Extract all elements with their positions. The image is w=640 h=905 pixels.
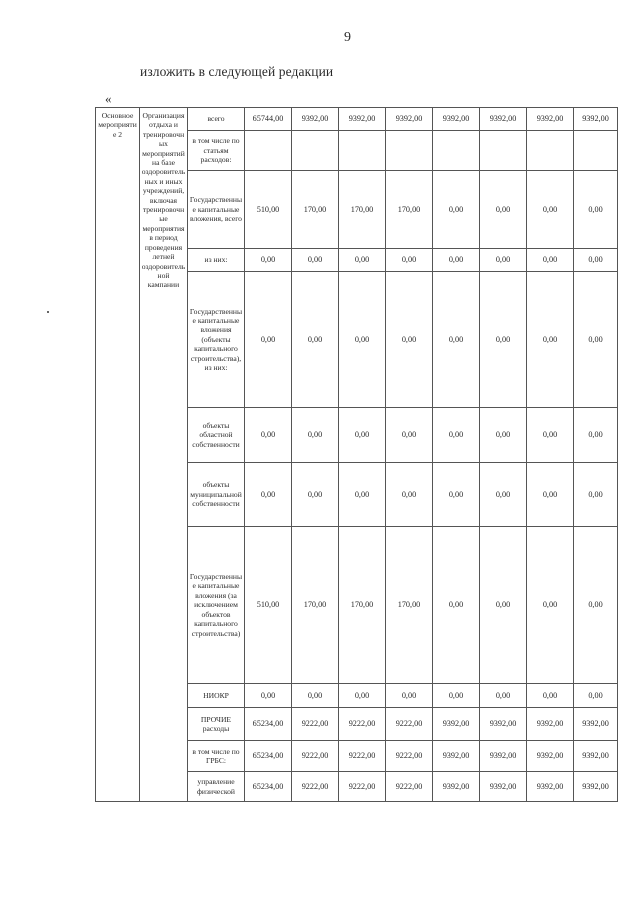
value-cell: 0,00	[339, 408, 386, 463]
value-cell: 0,00	[339, 684, 386, 708]
value-cell: 9392,00	[480, 108, 527, 131]
value-cell: 0,00	[433, 249, 480, 272]
value-cell	[527, 131, 574, 171]
row-label: объекты областной собственности	[188, 408, 245, 463]
value-cell: 0,00	[386, 408, 433, 463]
value-cell: 9392,00	[527, 772, 574, 802]
value-cell: 170,00	[386, 171, 433, 249]
value-cell: 0,00	[433, 272, 480, 408]
value-cell: 0,00	[339, 272, 386, 408]
value-cell: 65234,00	[245, 708, 292, 741]
row-label: НИОКР	[188, 684, 245, 708]
value-cell: 9392,00	[433, 772, 480, 802]
value-cell: 0,00	[339, 249, 386, 272]
value-cell: 170,00	[339, 527, 386, 684]
value-cell	[292, 131, 339, 171]
value-cell: 170,00	[292, 527, 339, 684]
value-cell	[574, 131, 618, 171]
value-cell: 510,00	[245, 171, 292, 249]
value-cell: 0,00	[433, 527, 480, 684]
value-cell: 9392,00	[480, 772, 527, 802]
row-label: объекты муниципальной собственности	[188, 463, 245, 527]
value-cell: 0,00	[574, 272, 618, 408]
value-cell: 65234,00	[245, 772, 292, 802]
value-cell: 0,00	[433, 463, 480, 527]
table-row	[96, 108, 618, 131]
value-cell: 0,00	[339, 463, 386, 527]
value-cell: 9392,00	[480, 708, 527, 741]
value-cell: 0,00	[245, 249, 292, 272]
value-cell: 0,00	[386, 463, 433, 527]
value-cell: 0,00	[386, 249, 433, 272]
value-cell: 0,00	[574, 249, 618, 272]
value-cell: 9392,00	[574, 741, 618, 772]
value-cell: 0,00	[527, 463, 574, 527]
value-cell: 9392,00	[527, 741, 574, 772]
value-cell: 0,00	[245, 684, 292, 708]
value-cell: 9222,00	[339, 741, 386, 772]
value-cell	[433, 131, 480, 171]
value-cell: 9392,00	[433, 108, 480, 131]
value-cell: 0,00	[292, 249, 339, 272]
value-cell: 9392,00	[386, 108, 433, 131]
value-cell: 0,00	[292, 408, 339, 463]
value-cell: 0,00	[527, 171, 574, 249]
value-cell: 9392,00	[292, 108, 339, 131]
value-cell: 0,00	[433, 171, 480, 249]
value-cell: 0,00	[480, 249, 527, 272]
row-label: Государственные капитальные вложения (за исключением объектов капитального строительства)	[188, 527, 245, 684]
row-label: Государственные капитальные вложения (объекты капитального строительства), из них:	[188, 272, 245, 408]
value-cell: 0,00	[245, 272, 292, 408]
value-cell: 9392,00	[339, 108, 386, 131]
value-cell: 9392,00	[433, 741, 480, 772]
value-cell: 0,00	[386, 684, 433, 708]
value-cell: 9222,00	[386, 708, 433, 741]
value-cell: 0,00	[480, 171, 527, 249]
row-label: управление физической	[188, 772, 245, 802]
value-cell: 0,00	[480, 684, 527, 708]
row-label: из них:	[188, 249, 245, 272]
value-cell: 0,00	[480, 527, 527, 684]
value-cell: 0,00	[433, 408, 480, 463]
value-cell: 0,00	[527, 272, 574, 408]
description-cell: Организация отдыха и тренировочных мероприятий на базе оздоровительных и иных учреждений, включая тренировочные мероприятия в период проведения летней оздоровительной кампании	[140, 108, 188, 802]
value-cell: 65744,00	[245, 108, 292, 131]
value-cell: 0,00	[574, 527, 618, 684]
value-cell: 170,00	[292, 171, 339, 249]
value-cell: 0,00	[527, 249, 574, 272]
value-cell: 0,00	[245, 463, 292, 527]
value-cell: 0,00	[480, 408, 527, 463]
value-cell: 0,00	[480, 272, 527, 408]
value-cell: 0,00	[292, 272, 339, 408]
value-cell: 9392,00	[574, 708, 618, 741]
row-label: ПРОЧИЕ расходы	[188, 708, 245, 741]
value-cell: 170,00	[339, 171, 386, 249]
value-cell: 0,00	[527, 408, 574, 463]
value-cell: 0,00	[574, 408, 618, 463]
value-cell	[339, 131, 386, 171]
row-label: всего	[188, 108, 245, 131]
value-cell: 9222,00	[292, 772, 339, 802]
value-cell: 9222,00	[339, 708, 386, 741]
budget-table	[95, 107, 618, 802]
value-cell: 9392,00	[527, 708, 574, 741]
value-cell	[386, 131, 433, 171]
value-cell: 0,00	[527, 527, 574, 684]
value-cell: 0,00	[433, 684, 480, 708]
value-cell	[480, 131, 527, 171]
intro-text: изложить в следующей редакции	[140, 64, 334, 79]
value-cell: 0,00	[245, 408, 292, 463]
margin-mark	[47, 311, 49, 313]
value-cell: 9392,00	[574, 108, 618, 131]
value-cell: 9392,00	[480, 741, 527, 772]
value-cell: 9392,00	[433, 708, 480, 741]
value-cell: 510,00	[245, 527, 292, 684]
value-cell: 0,00	[574, 463, 618, 527]
value-cell: 65234,00	[245, 741, 292, 772]
value-cell: 9392,00	[574, 772, 618, 802]
value-cell: 0,00	[292, 684, 339, 708]
value-cell: 0,00	[574, 171, 618, 249]
value-cell: 9222,00	[339, 772, 386, 802]
value-cell: 0,00	[574, 684, 618, 708]
value-cell	[245, 131, 292, 171]
value-cell: 9222,00	[386, 741, 433, 772]
value-cell: 9222,00	[386, 772, 433, 802]
value-cell: 0,00	[527, 684, 574, 708]
opening-quote: «	[105, 91, 112, 106]
value-cell: 0,00	[386, 272, 433, 408]
value-cell: 9392,00	[527, 108, 574, 131]
row-label: Государственные капитальные вложения, всего	[188, 171, 245, 249]
value-cell: 0,00	[480, 463, 527, 527]
value-cell: 9222,00	[292, 708, 339, 741]
row-label: в том числе по статьям расходов:	[188, 131, 245, 171]
row-label: в том числе по ГРБС:	[188, 741, 245, 772]
value-cell: 0,00	[292, 463, 339, 527]
page-number: 9	[344, 30, 351, 45]
value-cell: 9222,00	[292, 741, 339, 772]
activity-cell: Основное мероприятие 2	[96, 108, 140, 802]
value-cell: 170,00	[386, 527, 433, 684]
